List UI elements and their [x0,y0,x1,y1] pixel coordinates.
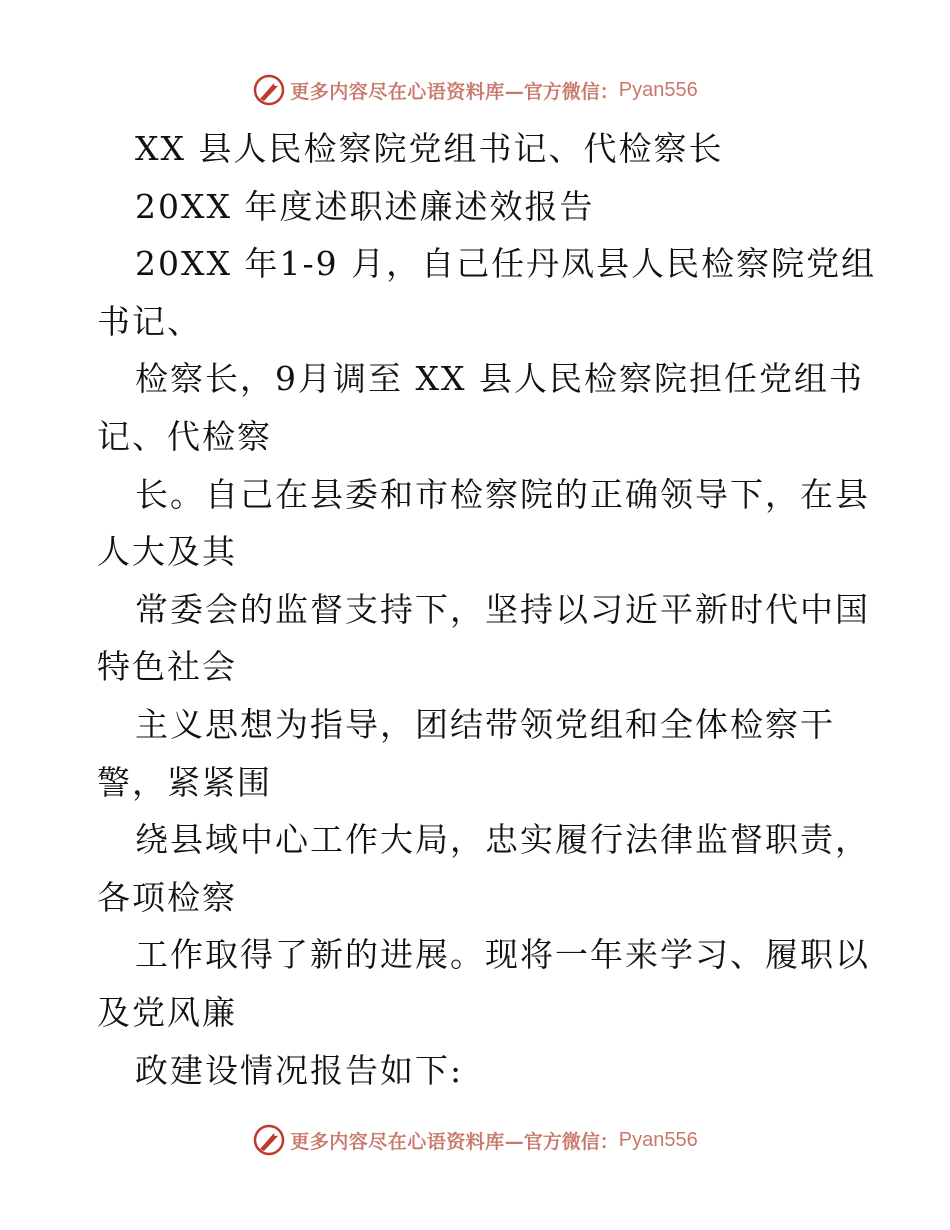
pen-logo-icon [252,73,286,107]
body-line: 长。自己在县委和市检察院的正确领导下，在县 [135,474,870,514]
footer-watermark [0,1120,950,1160]
body-line: 政建设情况报告如下: [135,1050,464,1090]
header-watermark [0,70,950,110]
body-line: 常委会的监督支持下，坚持以习近平新时代中国 [135,589,870,629]
title-line: XX 县人民检察院党组书记、代检察长 [135,129,724,168]
pen-logo-icon [252,1123,286,1157]
body-line: 检察长，9月调至 XX 县人民检察院担任党组书 [135,359,864,399]
watermark-official: —官方微信： [504,1130,619,1153]
body-line: 工作取得了新的进展。现将一年来学习、履职以 [135,935,870,975]
body-line: 书记、 [97,301,202,341]
body-line: 各项检察 [97,877,237,917]
body-line: 特色社会 [97,647,237,687]
body-line: 警，紧紧围 [97,762,272,802]
watermark-text: 更多内容尽在心语资料库 [290,80,505,103]
watermark-official: —官方微信： [504,80,619,103]
body-line: 及党风廉 [97,992,237,1032]
watermark-handle: Pyan556 [618,78,698,101]
body-line: 人大及其 [97,532,237,572]
watermark-handle: Pyan556 [618,1128,698,1151]
body-line: 绕县域中心工作大局，忠实履行法律监督职责， [135,820,870,860]
body-line: 主义思想为指导，团结带领党组和全体检察干 [135,704,835,744]
watermark-text: 更多内容尽在心语资料库 [290,1130,505,1153]
body-line: 20XX 年1-9 月，自己任丹凤县人民检察院党组 [135,244,877,284]
body-line: 记、代检察 [97,416,272,456]
document-body [97,120,887,1099]
subtitle-line: 20XX 年度述职述廉述效报告 [135,186,595,226]
